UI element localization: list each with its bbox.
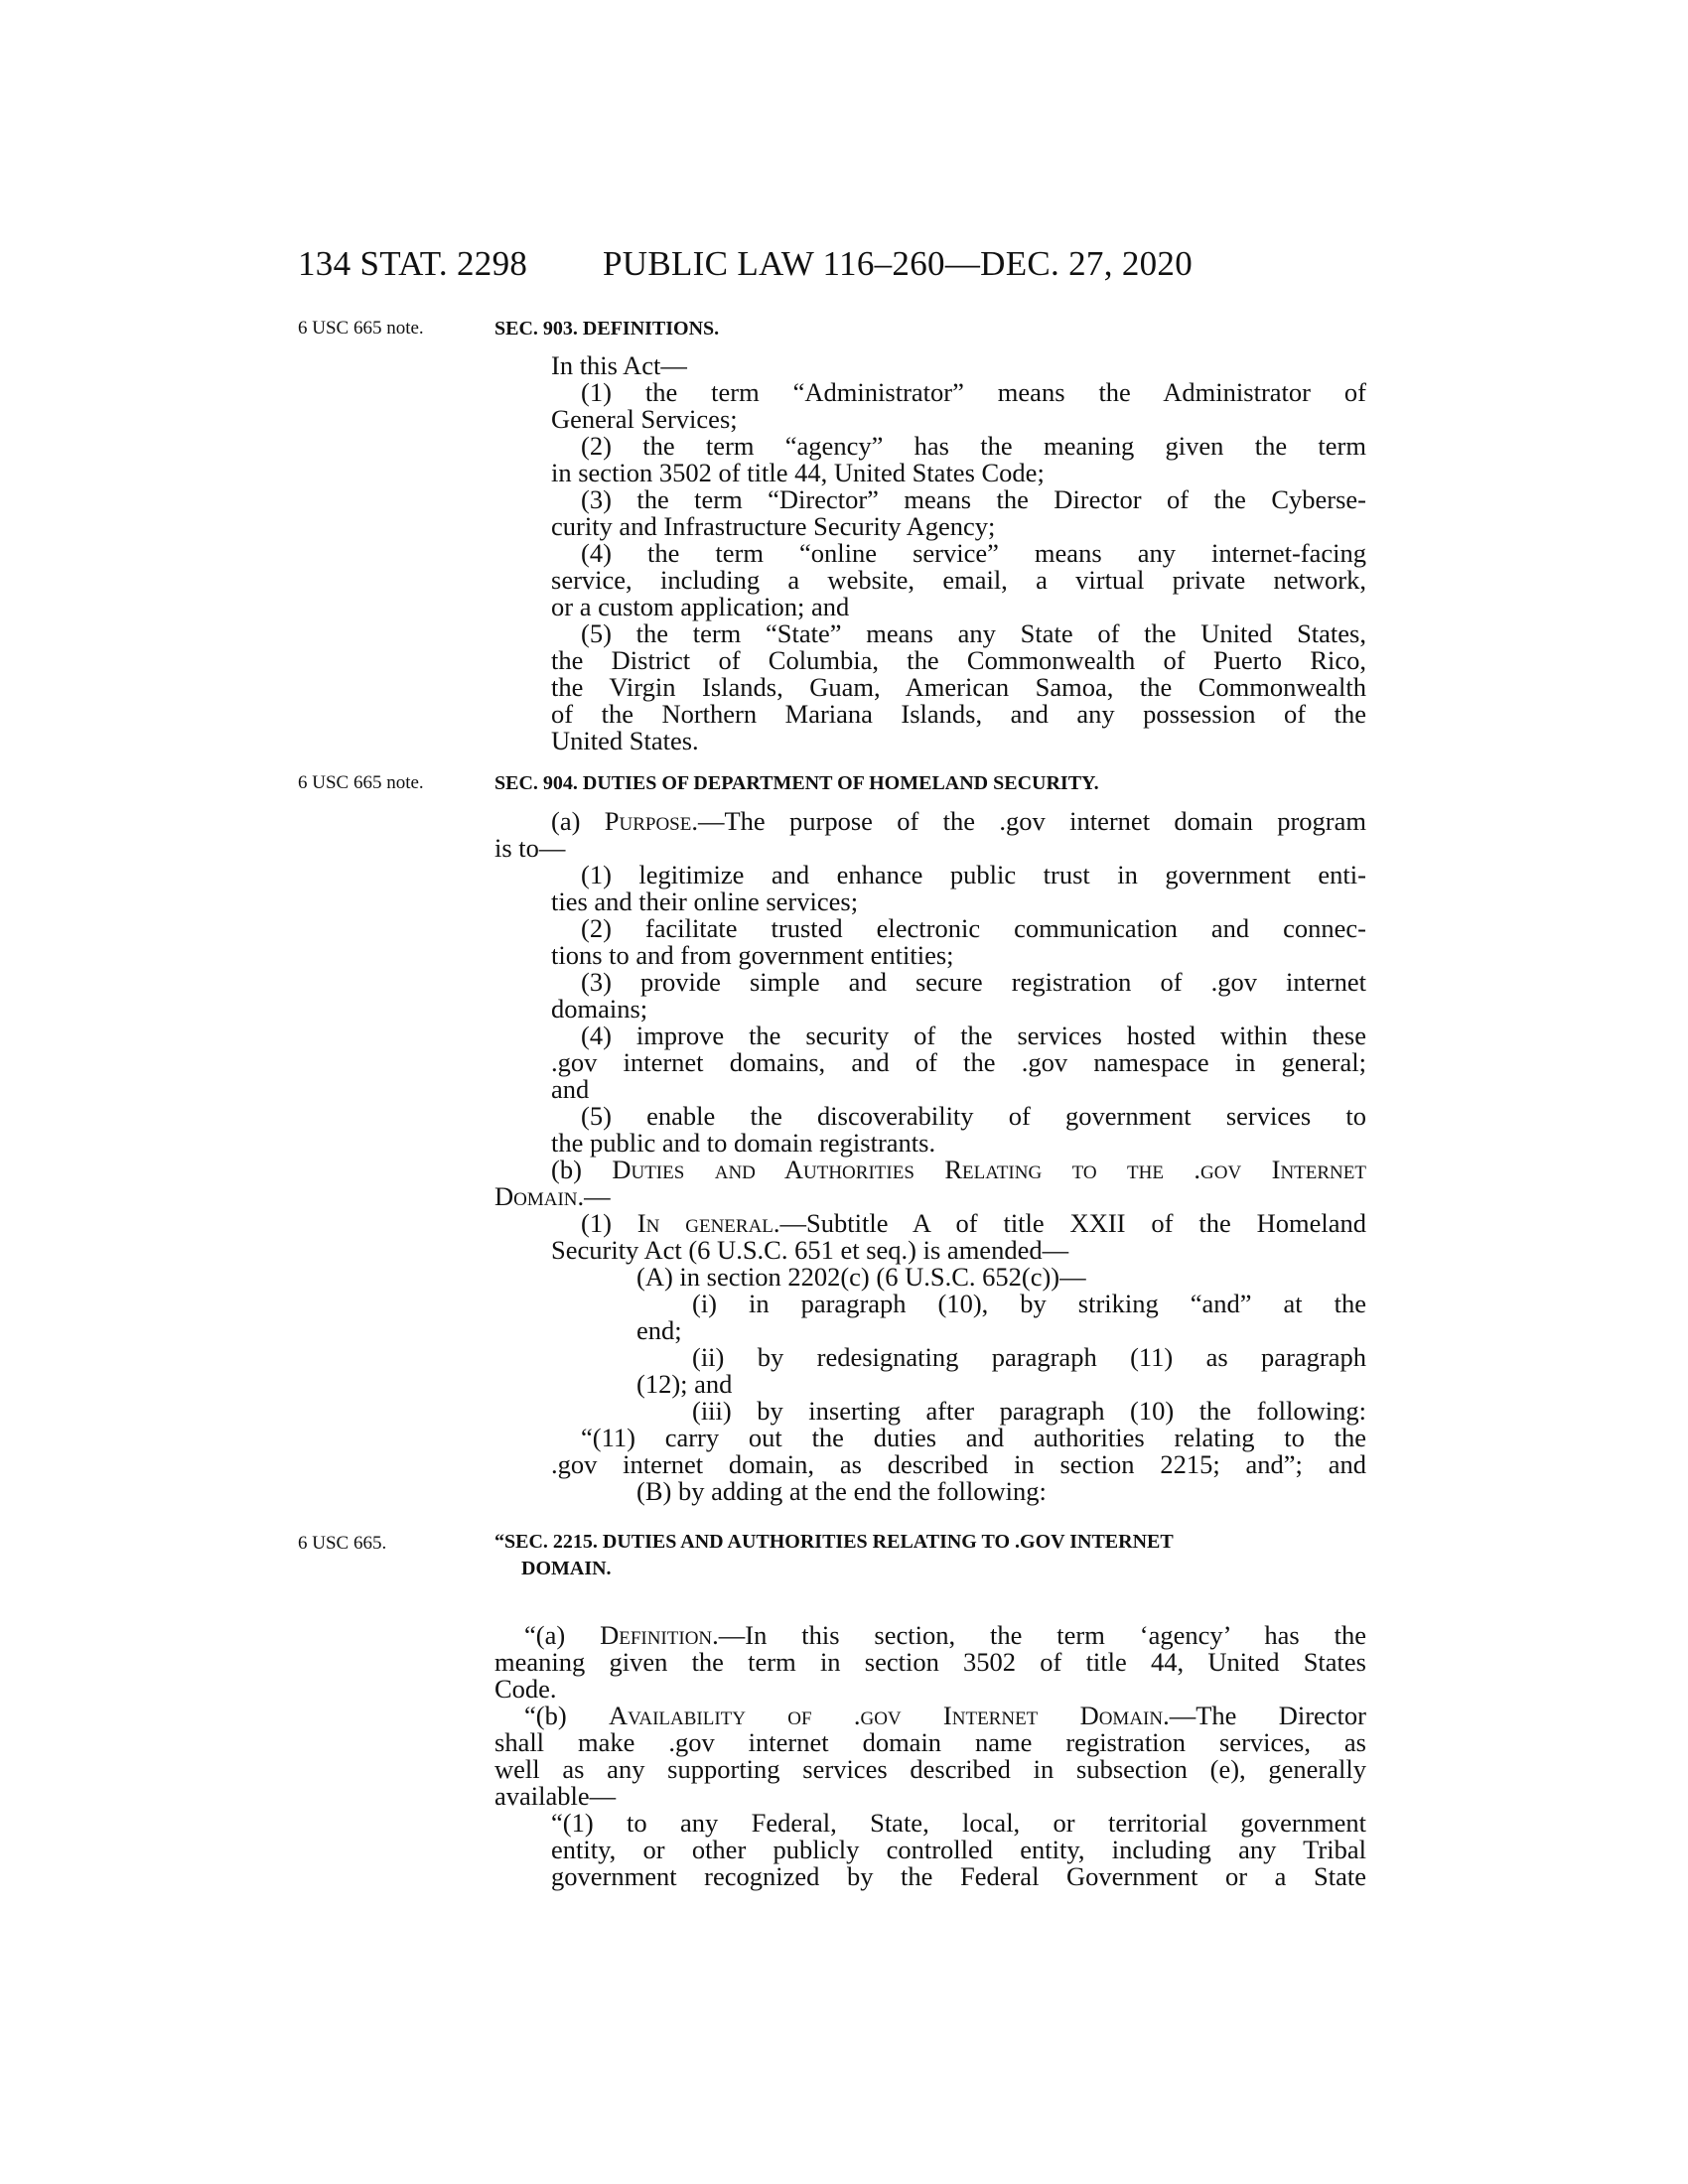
section-heading-903: SEC. 903. DEFINITIONS. xyxy=(494,318,720,340)
text-line: and xyxy=(551,1074,590,1104)
subsection-label: (a) xyxy=(551,806,605,836)
text-line: of the Northern Mariana Islands, and any possession of the xyxy=(551,699,1366,729)
subsection-caption: Purpose. xyxy=(604,806,698,836)
text-line: .gov internet domains, and of the .gov namespace in general; xyxy=(551,1047,1366,1077)
subsection-dash: — xyxy=(584,1181,611,1211)
text-line: tions to and from government entities; xyxy=(551,940,954,970)
subsection-label: (b) xyxy=(551,1155,613,1184)
text-line: (3) provide simple and secure registration of .gov internet xyxy=(581,967,1366,997)
section-heading-2215-line2: DOMAIN. xyxy=(521,1558,612,1579)
paragraph-text: —Subtitle A of title XXII of the Homeland xyxy=(779,1208,1367,1238)
text-line: end; xyxy=(636,1315,682,1345)
text-line: Code. xyxy=(494,1674,557,1704)
subsection-text: —The purpose of the .gov internet domain program xyxy=(697,806,1366,836)
text-line: in section 3502 of title 44, United States Code; xyxy=(551,458,1045,487)
text-line: (B) by adding at the end the following: xyxy=(636,1476,1047,1506)
text-line: In this Act— xyxy=(551,350,687,380)
text-line: curity and Infrastructure Security Agency; xyxy=(551,511,996,541)
section-heading-2215 xyxy=(494,1529,1366,1582)
subsection-text: —The Director xyxy=(1169,1701,1366,1730)
text-line: Security Act (6 U.S.C. 651 et seq.) is amended— xyxy=(551,1235,1069,1265)
text-line: well as any supporting services described in subsection (e), generally xyxy=(494,1754,1366,1784)
text-line: entity, or other publicly controlled entity, including any Tribal xyxy=(551,1835,1366,1864)
text-line: meaning given the term in section 3502 of title 44, United States xyxy=(494,1647,1366,1677)
subsection-caption: Definition. xyxy=(600,1620,719,1650)
text-line: shall make .gov internet domain name registration services, as xyxy=(494,1727,1366,1757)
subsection-caption: Availability of .gov Internet Domain. xyxy=(608,1701,1170,1730)
text-line: available— xyxy=(494,1781,617,1811)
text-line: the District of Columbia, the Commonwealth of Puerto Rico, xyxy=(551,645,1366,675)
margin-note-sec2215: 6 USC 665. xyxy=(298,1533,387,1554)
text-line: (4) improve the security of the services hosted within these xyxy=(581,1021,1366,1050)
subsection-caption: Duties and Authorities Relating to the .gov Internet xyxy=(612,1155,1366,1184)
subsection-2215b-line xyxy=(524,1703,1366,1729)
text-line: (1) the term “Administrator” means the Administrator of xyxy=(581,377,1366,407)
text-line: (5) the term “State” means any State of the United States, xyxy=(581,618,1366,648)
text-line: (5) enable the discoverability of government services to xyxy=(581,1101,1366,1131)
running-title: PUBLIC LAW 116–260—DEC. 27, 2020 xyxy=(603,244,1194,283)
subsection-text: —In this section, the term ‘agency’ has the xyxy=(718,1620,1366,1650)
text-line: General Services; xyxy=(551,404,738,434)
subsection-b-line xyxy=(551,1157,1366,1183)
subsection-2215a-line xyxy=(524,1622,1366,1649)
text-line: (3) the term “Director” means the Director of the Cyberse- xyxy=(581,484,1366,514)
subsection-caption-cont: Domain. xyxy=(494,1181,585,1211)
text-line: “(11) carry out the duties and authorities relating to the xyxy=(581,1423,1366,1452)
text-line: government recognized by the Federal Government or a State xyxy=(551,1861,1366,1891)
subsection-label: “(b) xyxy=(524,1701,609,1730)
subsection-label: “(a) xyxy=(524,1620,601,1650)
paragraph-caption: In general. xyxy=(636,1208,780,1238)
text-line: (4) the term “online service” means any internet-facing xyxy=(581,538,1366,568)
text-line: (A) in section 2202(c) (6 U.S.C. 652(c))— xyxy=(636,1262,1086,1292)
text-line: domains; xyxy=(551,994,648,1024)
subsection-b-line-2 xyxy=(494,1183,611,1210)
text-line: “(1) to any Federal, State, local, or territorial government xyxy=(551,1808,1366,1838)
subsection-a-line xyxy=(551,808,1366,835)
text-line: (1) legitimize and enhance public trust in government enti- xyxy=(581,860,1366,889)
text-line: (2) facilitate trusted electronic communication and connec- xyxy=(581,913,1366,943)
text-line: ties and their online services; xyxy=(551,887,859,916)
paragraph-b1-line xyxy=(581,1210,1366,1237)
text-line: service, including a website, email, a virtual private network, xyxy=(551,565,1366,595)
text-line: (i) in paragraph (10), by striking “and” at the xyxy=(692,1289,1366,1318)
text-line: .gov internet domain, as described in section 2215; and”; and xyxy=(551,1449,1366,1479)
text-line: or a custom application; and xyxy=(551,592,850,621)
text-line: United States. xyxy=(551,726,699,755)
text-line: (iii) by inserting after paragraph (10) the following: xyxy=(692,1396,1366,1426)
margin-note-sec903: 6 USC 665 note. xyxy=(298,318,424,339)
margin-note-sec904: 6 USC 665 note. xyxy=(298,772,424,793)
text-line: the public and to domain registrants. xyxy=(551,1128,936,1158)
text-line: the Virgin Islands, Guam, American Samoa, the Commonwealth xyxy=(551,672,1366,702)
text-line: (ii) by redesignating paragraph (11) as paragraph xyxy=(692,1342,1366,1372)
page-citation: 134 STAT. 2298 xyxy=(298,244,528,283)
text-line: (2) the term “agency” has the meaning given the term xyxy=(581,431,1366,461)
text-line: (12); and xyxy=(636,1369,733,1399)
paragraph-label: (1) xyxy=(581,1208,637,1238)
section-heading-904: SEC. 904. DUTIES OF DEPARTMENT OF HOMELAND SECURITY. xyxy=(494,772,1099,794)
text-line: is to— xyxy=(494,833,566,863)
section-heading-2215-line1: “SEC. 2215. DUTIES AND AUTHORITIES RELATING TO .GOV INTERNET xyxy=(494,1531,1174,1553)
